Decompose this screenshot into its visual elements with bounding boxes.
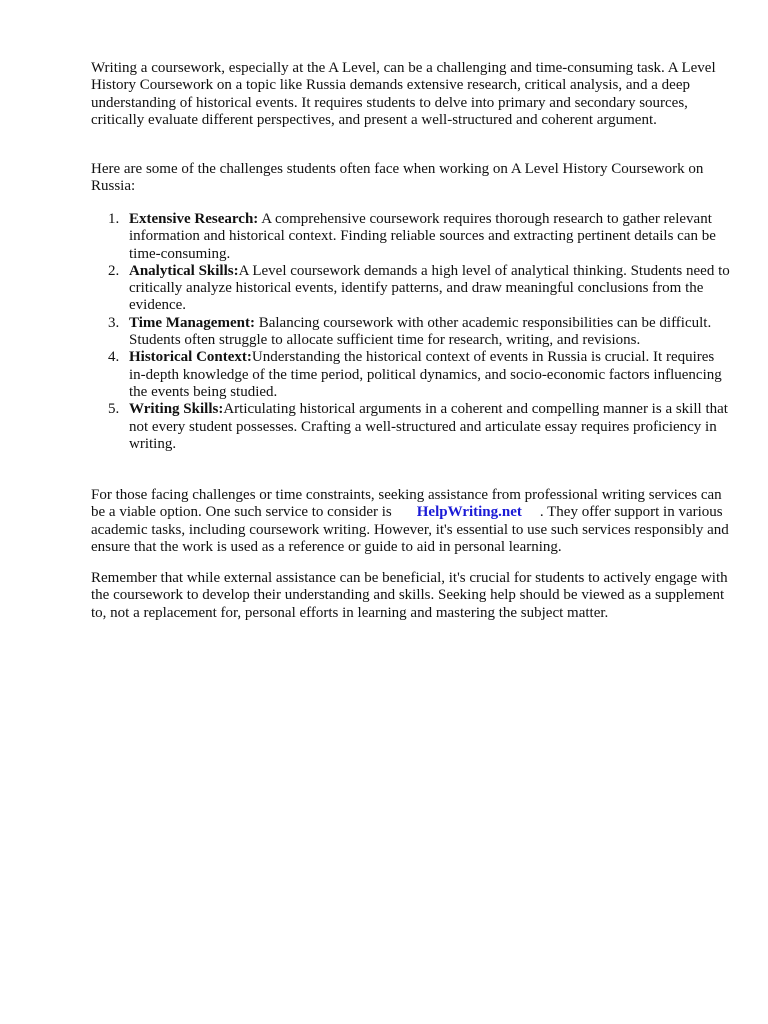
list-item xyxy=(91,315,731,350)
item-text: Balancing coursework with other academic responsibilities can be difficult. Students often struggle to allocate sufficient time for research, writing, and revisions. xyxy=(129,314,712,349)
item-title: Extensive Research: xyxy=(129,211,259,227)
item-text: Articulating historical arguments in a coherent and compelling manner is a skill that not every student possesses. Crafting a well-structured and articulate essay requires proficiency in writing. xyxy=(129,401,728,452)
list-item xyxy=(91,401,731,453)
challenges-list xyxy=(91,211,731,453)
assistance-paragraph xyxy=(91,487,731,556)
helpwriting-link[interactable]: HelpWriting.net xyxy=(416,504,522,521)
list-number: 1. xyxy=(108,211,120,227)
item-text: A Level coursework demands a high level of analytical thinking. Students need to critically analyze historical events, identify patterns, and draw meaningful conclusions from the evidence. xyxy=(129,262,730,314)
intro-paragraph: Writing a coursework, especially at the A Level, can be a challenging and time-consuming task. A Level History Coursework on a topic like Russia demands extensive research, critical analysis, and a deep understanding of historical events. It requires students to delve into primary and secondary sources, critically evaluate different perspectives, and present a well-structured and coherent argument. xyxy=(91,60,716,128)
list-number: 3. xyxy=(108,314,120,331)
assistance-text-before: For those facing challenges or time constraints, seeking assistance from professional writing services can be a viable option. One such service to consider is xyxy=(91,487,722,521)
challenges-intro-paragraph: Here are some of the challenges students often face when working on A Level History Coursework on Russia: xyxy=(91,161,704,195)
item-text: Understanding the historical context of events in Russia is crucial. It requires in-depth knowledge of the time period, political dynamics, and socio-economic factors influencing the events being studied. xyxy=(129,349,722,400)
list-number: 5. xyxy=(108,401,120,418)
item-title: Analytical Skills: xyxy=(129,262,239,279)
item-title: Time Management: xyxy=(129,314,255,331)
list-item xyxy=(91,263,731,315)
list-item xyxy=(91,349,731,401)
list-item xyxy=(91,211,731,263)
list-number: 4. xyxy=(108,349,120,366)
closing-paragraph: Remember that while external assistance can be beneficial, it's crucial for students to actively engage with the coursework to develop their understanding and skills. Seeking help should be viewed as a supplement to, not a replacement for, personal efforts in learning and mastering the subject matter. xyxy=(91,570,728,621)
list-number: 2. xyxy=(108,262,120,279)
item-title: Writing Skills: xyxy=(129,401,224,418)
item-text: A comprehensive coursework requires thorough research to gather relevant information and historical context. Finding reliable sources and extracting pertinent details can be time-consuming. xyxy=(129,211,716,262)
item-title: Historical Context: xyxy=(129,349,252,366)
assistance-text-after: . They offer support in various academic tasks, including coursework writing. However, it's essential to use such services responsibly and ensure that the work is used as a reference or guide to aid in personal learning. xyxy=(91,504,729,555)
